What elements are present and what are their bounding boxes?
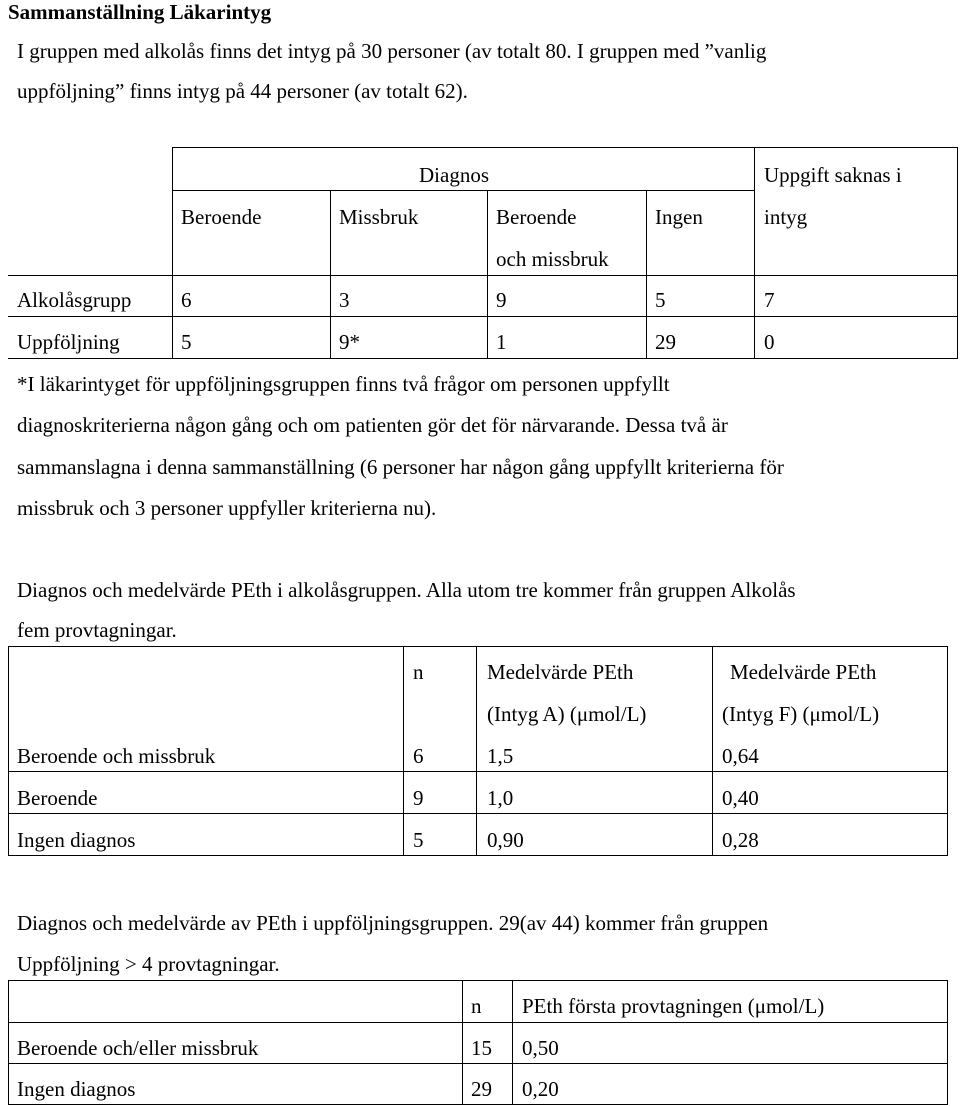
- table-cell: 6: [413, 744, 424, 768]
- table-cell: 9*: [339, 330, 360, 354]
- diagnos-header: Diagnos: [419, 163, 489, 187]
- row-label: Uppföljning: [17, 330, 120, 354]
- table-cell: 29: [471, 1077, 492, 1101]
- row-label: Beroende och/eller missbruk: [17, 1036, 259, 1060]
- missing-header-line-1: Uppgift saknas i: [764, 163, 902, 187]
- column-header: Medelvärde PEth: [487, 660, 634, 684]
- column-header: och missbruk: [496, 247, 609, 271]
- table-cell: 9: [413, 786, 424, 810]
- footnote-line-1: *I läkarintyget för uppföljningsgruppen finns två frågor om personen uppfyllt: [17, 372, 670, 396]
- table-cell: 0,90: [487, 828, 524, 852]
- table-cell: 0,64: [722, 744, 759, 768]
- footnote-line-2: diagnoskriterierna någon gång och om patienten gör det för närvarande. Dessa två är: [17, 413, 728, 437]
- row-label: Ingen diagnos: [17, 1077, 136, 1101]
- intro-line-1: I gruppen med alkolås finns det intyg på 30 personer (av totalt 80. I gruppen med ”vanlig: [17, 39, 767, 63]
- missing-header-line-2: intyg: [764, 205, 808, 229]
- table-cell: 5: [413, 828, 424, 852]
- table-cell: 5: [655, 288, 666, 312]
- section-3-line-2: Uppföljning > 4 provtagningar.: [17, 952, 280, 976]
- table-cell: 6: [181, 288, 192, 312]
- column-header: Beroende: [496, 205, 577, 229]
- page-title: Sammanställning Läkarintyg: [8, 0, 272, 24]
- column-header: (Intyg F) (μmol/L): [722, 702, 880, 726]
- table-cell: 1,0: [487, 786, 514, 810]
- row-label: Beroende: [17, 786, 98, 810]
- column-header: Medelvärde PEth: [730, 660, 877, 684]
- section-3-line-1: Diagnos och medelvärde av PEth i uppföljningsgruppen. 29(av 44) kommer från gruppen: [17, 911, 769, 935]
- column-header: (Intyg A) (μmol/L): [487, 702, 647, 726]
- section-2-line-2: fem provtagningar.: [17, 618, 177, 642]
- row-label: Ingen diagnos: [17, 828, 136, 852]
- table-cell: 0,28: [722, 828, 759, 852]
- row-label: Alkolåsgrupp: [17, 288, 132, 312]
- table-cell: 1,5: [487, 744, 514, 768]
- section-2-line-1: Diagnos och medelvärde PEth i alkolåsgruppen. Alla utom tre kommer från gruppen Alkolås: [17, 578, 796, 602]
- table-cell: 15: [471, 1036, 492, 1060]
- table-cell: 5: [181, 330, 192, 354]
- column-header: Missbruk: [339, 205, 419, 229]
- column-header: PEth första provtagningen (μmol/L): [522, 994, 825, 1018]
- table-cell: 0,50: [522, 1036, 559, 1060]
- column-header-n: n: [413, 660, 424, 684]
- footnote-line-4: missbruk och 3 personer uppfyller kriterierna nu).: [17, 496, 437, 520]
- table-cell: 7: [764, 288, 775, 312]
- table-cell: 29: [655, 330, 676, 354]
- row-label: Beroende och missbruk: [17, 744, 216, 768]
- footnote-line-3: sammanslagna i denna sammanställning (6 personer har någon gång uppfyllt kriterierna för: [17, 455, 784, 479]
- column-header: Ingen: [655, 205, 703, 229]
- intro-line-2: uppföljning” finns intyg på 44 personer (av totalt 62).: [17, 79, 468, 103]
- table-cell: 0,20: [522, 1077, 559, 1101]
- table-cell: 0,40: [722, 786, 759, 810]
- column-header-n: n: [471, 994, 482, 1018]
- table-cell: 9: [496, 288, 507, 312]
- table-cell: 0: [764, 330, 775, 354]
- table-cell: 1: [496, 330, 507, 354]
- table-cell: 3: [339, 288, 350, 312]
- column-header: Beroende: [181, 205, 262, 229]
